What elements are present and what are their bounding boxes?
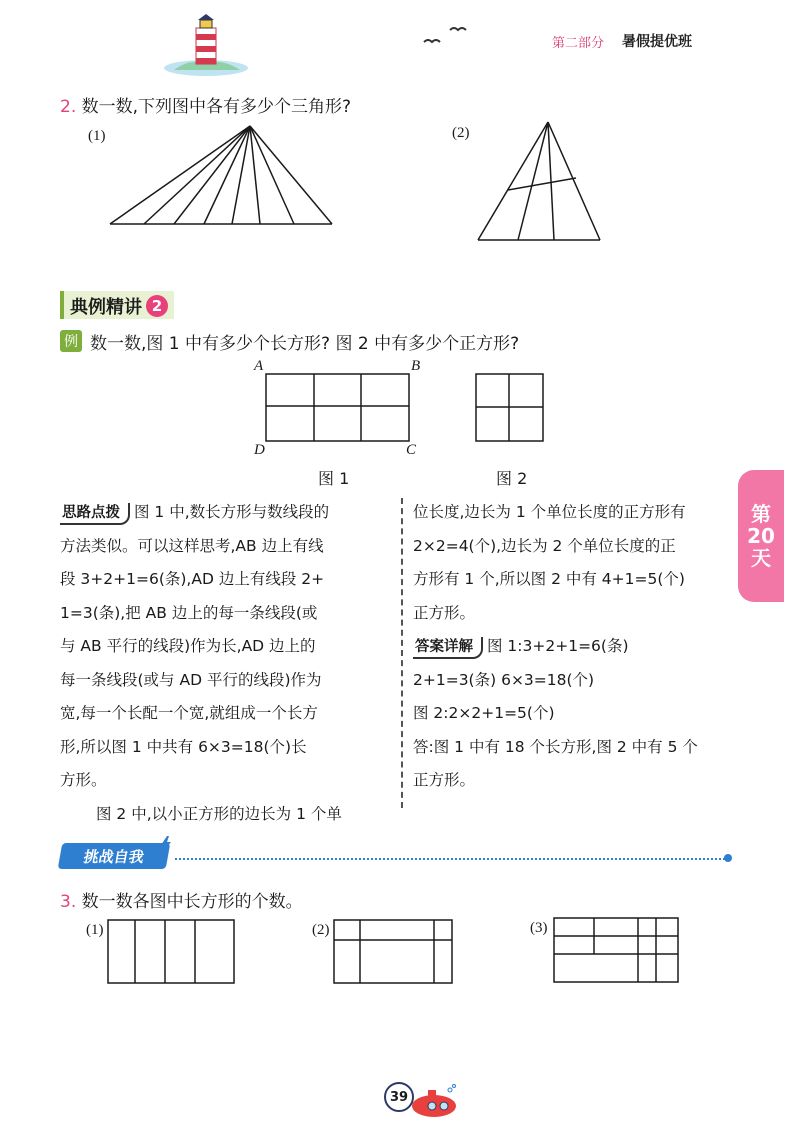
q3-figure-2: [332, 918, 456, 986]
analysis-line: 每一条线段(或与 AD 平行的线段)作为: [60, 670, 322, 689]
example-prompt: 数一数,图 1 中有多少个长方形? 图 2 中有多少个正方形?: [90, 334, 520, 354]
example-figure-2: [474, 372, 546, 444]
header-class-name: 暑假提优班: [622, 34, 692, 50]
q3-prompt: 数一数各图中长方形的个数。: [81, 892, 303, 912]
q2-prompt: 数一数,下列图中各有多少个三角形?: [81, 97, 352, 117]
q3-label-2: (2): [312, 922, 330, 938]
analysis-line: 思路点拨 图 1 中,数长方形与数线段的: [60, 496, 392, 530]
q3-prompt-row: [60, 887, 303, 912]
answer-line: 答:图 1 中有 18 个长方形,图 2 中有 5 个: [413, 737, 698, 756]
section-number-badge: 2: [146, 295, 168, 317]
analysis-line: 正方形。: [413, 603, 476, 622]
analysis-line: 1=3(条),把 AB 边上的每一条线段(或: [60, 603, 318, 622]
challenge-divider: [175, 858, 725, 860]
header-section: 第二部分: [552, 36, 605, 51]
q2-prompt-row: [60, 92, 351, 117]
challenge-dot: [724, 854, 732, 862]
column-divider: [401, 498, 403, 808]
q3-number: 3.: [60, 892, 77, 912]
day-side-tab: [738, 470, 784, 602]
q2-number: 2.: [60, 97, 77, 117]
point-a: A: [254, 358, 264, 374]
q3-label-1: (1): [86, 922, 104, 938]
side-tab-line-1: 第: [751, 502, 771, 526]
lightning-icon: [160, 836, 172, 852]
point-d: D: [254, 442, 265, 458]
answer-line: 图 2:2×2+1=5(个): [413, 704, 555, 722]
section-title: [60, 291, 174, 319]
example-tag: 例: [60, 330, 82, 352]
side-tab-line-2: 20: [747, 524, 775, 548]
side-tab-line-3: 天: [751, 546, 771, 570]
analysis-tag: 思路点拨: [60, 503, 130, 525]
figure-2-caption: 图 2: [496, 469, 528, 488]
analysis-line: 方法类似。可以这样思考,AB 边上有线: [60, 536, 324, 555]
q2-label-1: (1): [88, 128, 106, 144]
q2-label-2: (2): [452, 125, 470, 141]
example-figure-1: [264, 372, 412, 444]
page-number: 39: [384, 1082, 414, 1112]
challenge-badge: 挑战自我: [58, 843, 171, 869]
lighthouse-icon: [160, 14, 252, 78]
q2-figure-1: [100, 120, 340, 230]
answer-line: 答案详解 图 1:3+2+1=6(条): [413, 630, 743, 664]
analysis-line: 图 2 中,以小正方形的边长为 1 个单: [96, 804, 342, 823]
analysis-line: 方形有 1 个,所以图 2 中有 4+1=5(个): [413, 570, 685, 588]
analysis-line: 位长度,边长为 1 个单位长度的正方形有: [413, 503, 686, 521]
answer-tag: 答案详解: [413, 637, 483, 659]
answer-line: 正方形。: [413, 771, 476, 789]
analysis-line: 与 AB 平行的线段)作为长,AD 边上的: [60, 637, 316, 655]
q3-label-3: (3): [530, 920, 548, 936]
analysis-line: 段 3+2+1=6(条),AD 边上有线段 2+: [60, 570, 325, 588]
analysis-line: 方形。: [60, 771, 107, 789]
point-c: C: [406, 442, 417, 458]
figure-1-caption: 图 1: [318, 469, 350, 488]
analysis-column: [60, 496, 392, 831]
q2-figure-2: [470, 118, 610, 246]
answer-line: 2+1=3(条) 6×3=18(个): [413, 670, 595, 689]
q3-figure-1: [106, 918, 238, 986]
section-title-text: 典例精讲: [70, 297, 142, 318]
birds-icon: [420, 22, 470, 48]
analysis-line: 2×2=4(个),边长为 2 个单位长度的正: [413, 536, 676, 555]
analysis-line: 形,所以图 1 中共有 6×3=18(个)长: [60, 737, 307, 756]
point-b: B: [411, 358, 421, 374]
analysis-line: 宽,每一个长配一个宽,就组成一个长方: [60, 704, 318, 722]
right-column: [413, 496, 743, 798]
q3-figure-3: [552, 916, 682, 986]
